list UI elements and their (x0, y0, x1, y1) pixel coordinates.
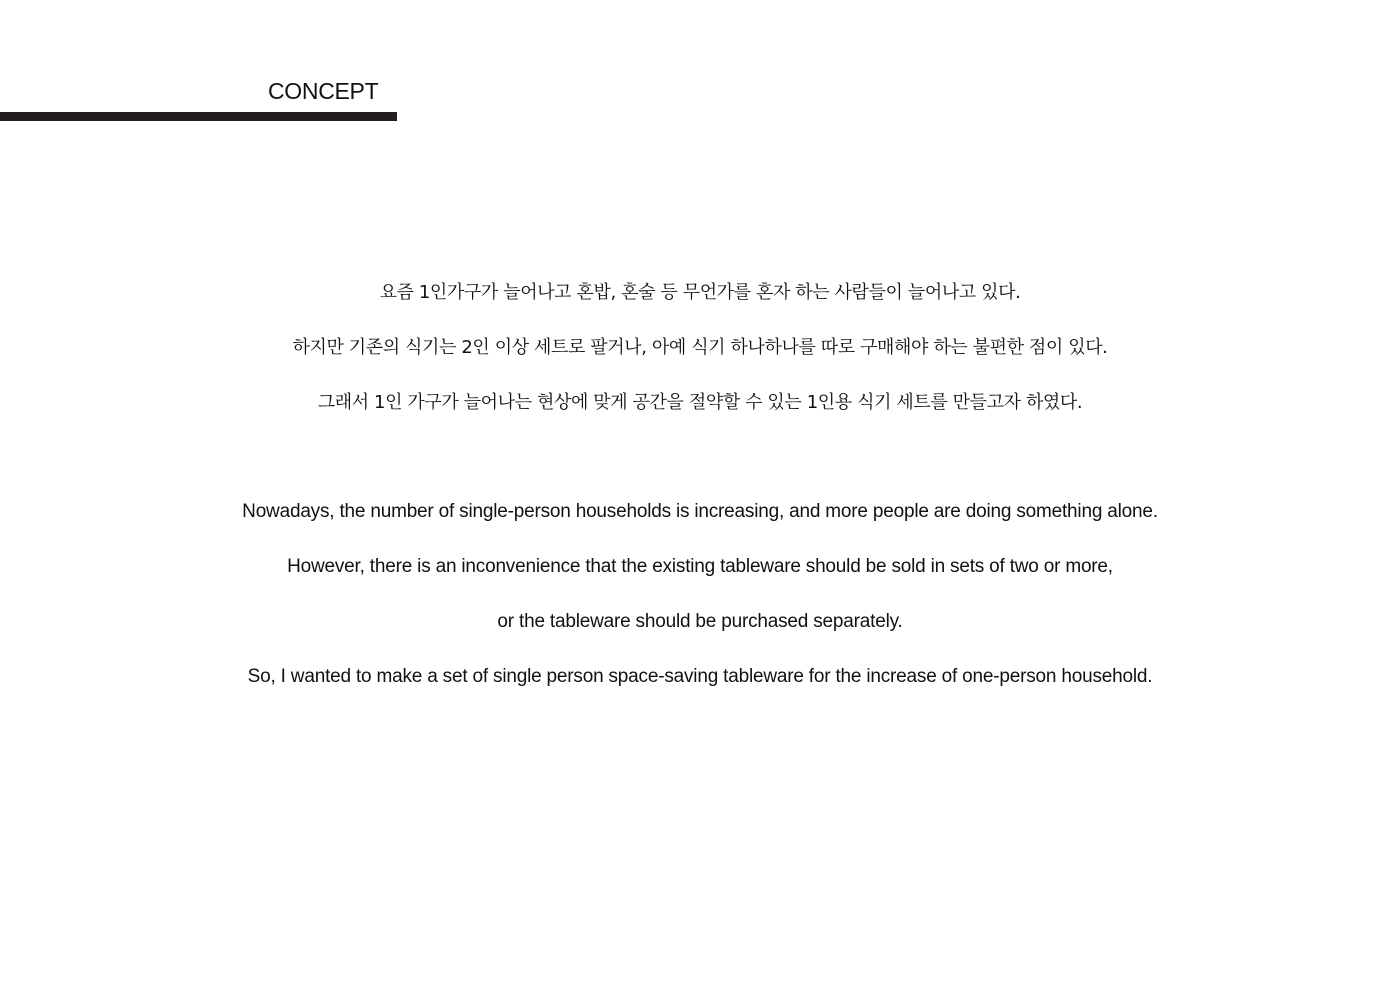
english-line-1: Nowadays, the number of single-person households is increasing, and more people are doing something alone. (242, 501, 1158, 522)
korean-line-1: 요즘 1인가구가 늘어나고 혼밥, 혼술 등 무언가를 혼자 하는 사람들이 늘어나고 있다. (379, 282, 1021, 303)
section-title: CONCEPT (268, 78, 379, 104)
english-line-4: So, I wanted to make a set of single person space-saving tableware for the increase of one-person household. (247, 666, 1153, 687)
korean-line-2: 하지만 기존의 식기는 2인 이상 세트로 팔거나, 아예 식기 하나하나를 따로 구매해야 하는 불편한 점이 있다. (292, 337, 1108, 358)
title-underline-rule (0, 112, 397, 121)
english-line-2: However, there is an inconvenience that the existing tableware should be sold in sets of two or more, (287, 556, 1113, 577)
english-line-3: or the tableware should be purchased separately. (497, 611, 903, 632)
korean-line-3: 그래서 1인 가구가 늘어나는 현상에 맞게 공간을 절약할 수 있는 1인용 식기 세트를 만들고자 하였다. (317, 392, 1083, 413)
